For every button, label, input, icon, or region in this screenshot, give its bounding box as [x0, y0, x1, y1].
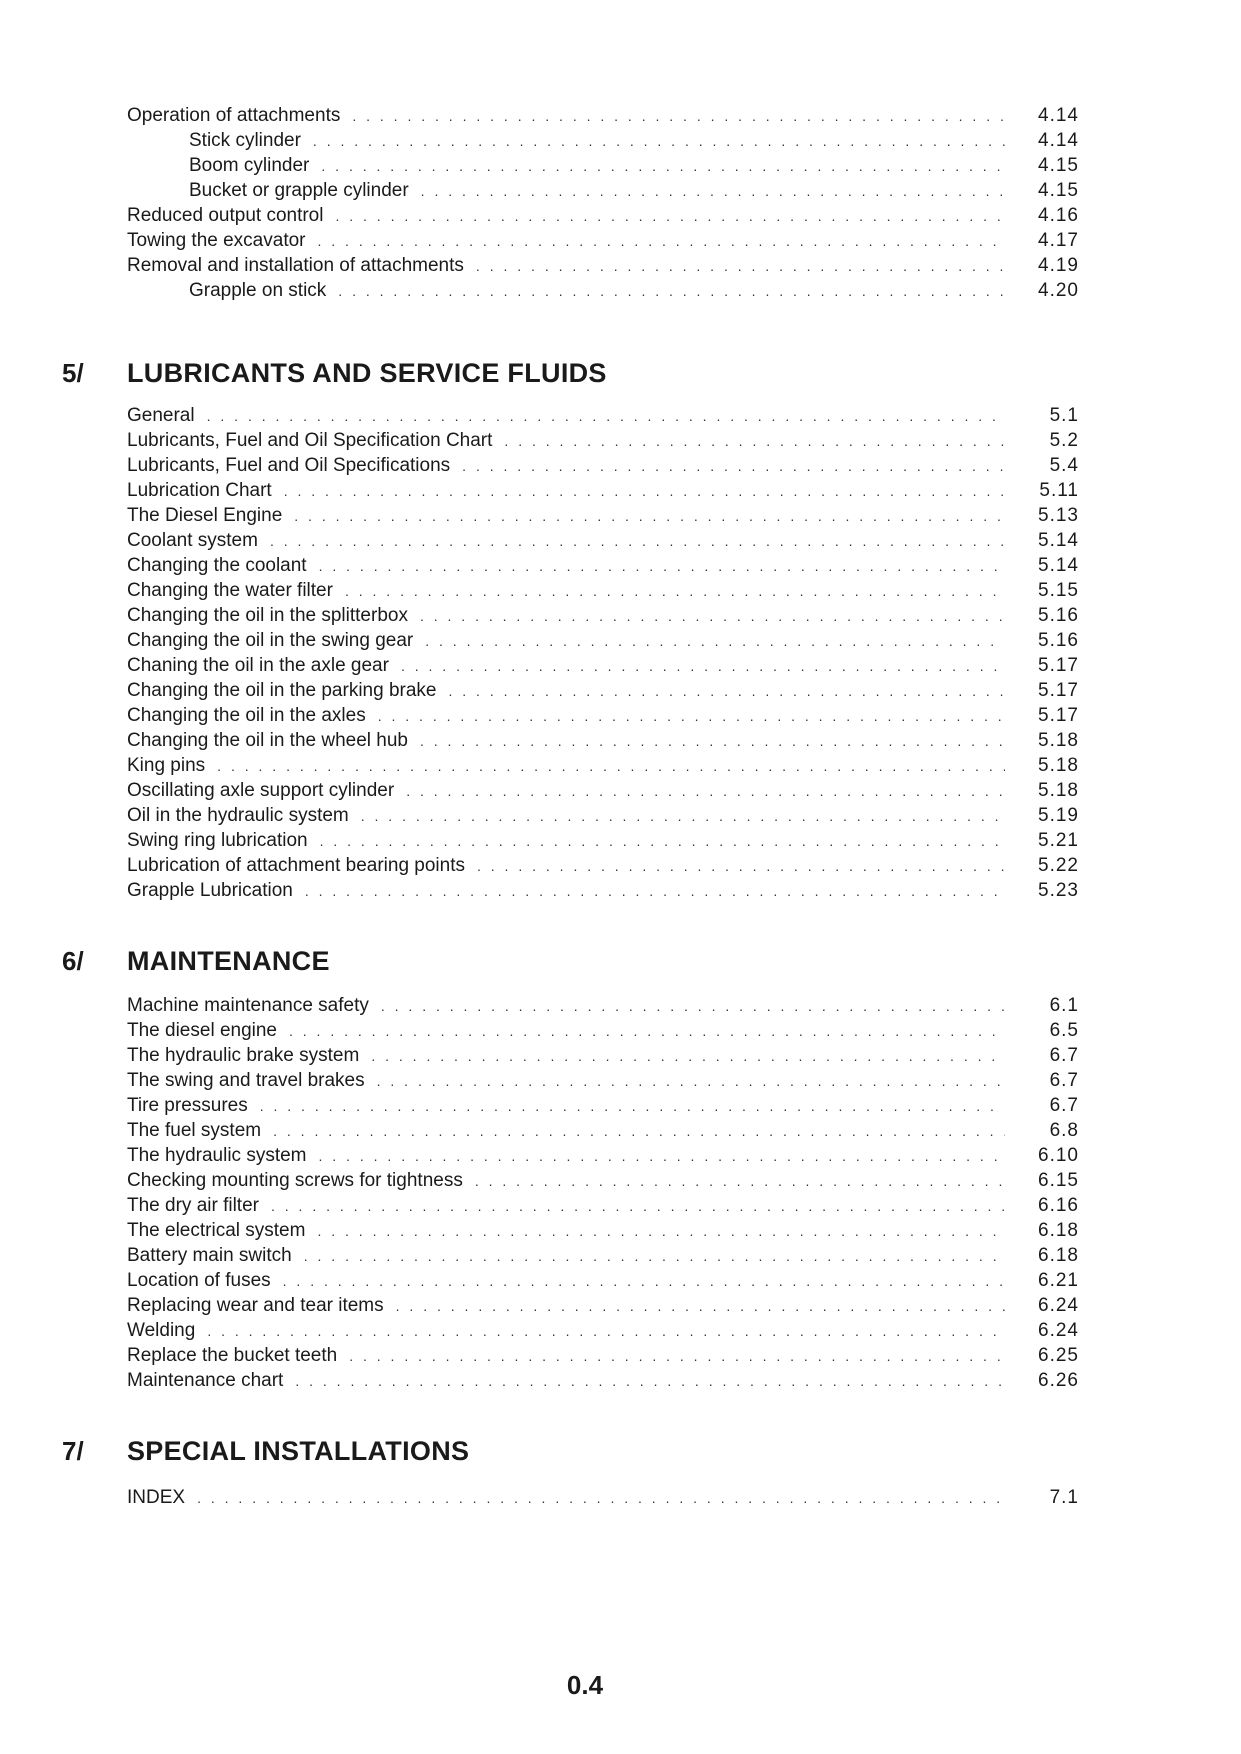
- toc-entry-page: 4.16: [1038, 205, 1079, 226]
- dot-leader: [338, 279, 1005, 304]
- toc-entry-page: 6.8: [1049, 1120, 1079, 1141]
- dot-leader: [335, 204, 1005, 229]
- toc-entry-title: INDEX: [127, 1487, 186, 1508]
- dot-leader: [361, 804, 1005, 829]
- toc-entry-title: Welding: [127, 1320, 196, 1341]
- toc-entry-page: 5.17: [1038, 680, 1079, 701]
- toc-entry-title: Oil in the hydraulic system: [127, 805, 349, 826]
- toc-entry: [127, 853, 1079, 878]
- toc-entry: [127, 753, 1079, 778]
- toc-entry-title: Checking mounting screws for tightness: [127, 1170, 463, 1191]
- section-heading-6: [62, 946, 330, 977]
- toc-entry-title: Changing the coolant: [127, 555, 307, 576]
- toc-entry-title: The electrical system: [127, 1220, 306, 1241]
- dot-leader: [320, 829, 1005, 854]
- dot-leader: [381, 994, 1005, 1019]
- toc-entry-title: Grapple Lubrication: [127, 880, 293, 901]
- toc-entry: [127, 1043, 1079, 1068]
- section-title: SPECIAL INSTALLATIONS: [127, 1436, 470, 1466]
- toc-entry: [127, 553, 1079, 578]
- toc-entry-title: Coolant system: [127, 530, 258, 551]
- toc-entry: [127, 1168, 1079, 1193]
- toc-entry-page: 6.15: [1038, 1170, 1079, 1191]
- section-heading-5: [62, 358, 607, 389]
- dot-leader: [406, 779, 1005, 804]
- toc-entry-title: Replacing wear and tear items: [127, 1295, 384, 1316]
- dot-leader: [284, 479, 1005, 504]
- dot-leader: [345, 579, 1005, 604]
- toc-entry-title: Changing the oil in the splitterbox: [127, 605, 408, 626]
- dot-leader: [319, 1144, 1005, 1169]
- toc-block-section-6: [127, 993, 1079, 1393]
- toc-entry-page: 4.14: [1038, 105, 1079, 126]
- toc-entry: [127, 1268, 1079, 1293]
- dot-leader: [217, 754, 1005, 779]
- toc-entry-title: General: [127, 405, 195, 426]
- toc-entry-title: The hydraulic brake system: [127, 1045, 360, 1066]
- section-number: 5/: [62, 358, 84, 388]
- toc-entry-title: Machine maintenance safety: [127, 995, 369, 1016]
- toc-entry-page: 6.10: [1038, 1145, 1079, 1166]
- dot-leader: [462, 454, 1005, 479]
- toc-entry-page: 5.13: [1038, 505, 1079, 526]
- toc-entry: [127, 1243, 1079, 1268]
- toc-entry-title: Reduced output control: [127, 205, 324, 226]
- toc-entry-title: Lubrication Chart: [127, 480, 272, 501]
- toc-entry: [127, 1218, 1079, 1243]
- toc-entry: [127, 478, 1079, 503]
- toc-entry-page: 5.4: [1049, 455, 1079, 476]
- toc-entry-title: Location of fuses: [127, 1270, 271, 1291]
- dot-leader: [396, 1294, 1005, 1319]
- toc-entry: [127, 503, 1079, 528]
- toc-entry: [127, 1018, 1079, 1043]
- dot-leader: [207, 1319, 1005, 1344]
- toc-entry-page: 5.14: [1038, 530, 1079, 551]
- toc-entry: [127, 1068, 1079, 1093]
- section-title: MAINTENANCE: [127, 946, 330, 976]
- toc-entry: [127, 993, 1079, 1018]
- toc-entry-title: The swing and travel brakes: [127, 1070, 365, 1091]
- toc-entry: [127, 1343, 1079, 1368]
- toc-entry-title: Stick cylinder: [189, 130, 301, 151]
- toc-entry: [127, 1118, 1079, 1143]
- page-number: 0.4: [566, 1670, 604, 1700]
- toc-entry: [127, 228, 1079, 253]
- dot-leader: [349, 1344, 1005, 1369]
- toc-entry-title: Changing the oil in the axles: [127, 705, 366, 726]
- toc-entry: [127, 803, 1079, 828]
- toc-entry: [127, 728, 1079, 753]
- dot-leader: [378, 704, 1005, 729]
- toc-entry-page: 4.15: [1038, 180, 1079, 201]
- toc-entry-page: 4.17: [1038, 230, 1079, 251]
- dot-leader: [421, 179, 1005, 204]
- toc-entry-page: 5.21: [1038, 830, 1079, 851]
- toc-entry: [127, 678, 1079, 703]
- toc-entry-page: 6.18: [1038, 1245, 1079, 1266]
- dot-leader: [319, 554, 1005, 579]
- toc-entry-page: 5.15: [1038, 580, 1079, 601]
- toc-entry-title: Changing the water filter: [127, 580, 333, 601]
- toc-entry-title: Maintenance chart: [127, 1370, 284, 1391]
- toc-entry-title: Lubrication of attachment bearing points: [127, 855, 465, 876]
- dot-leader: [270, 529, 1005, 554]
- toc-entry-page: 5.14: [1038, 555, 1079, 576]
- dot-leader: [273, 1119, 1005, 1144]
- toc-entry-page: 5.17: [1038, 705, 1079, 726]
- toc-entry: [127, 428, 1079, 453]
- toc-entry-title: The hydraulic system: [127, 1145, 307, 1166]
- dot-leader: [313, 129, 1005, 154]
- section-number: 7/: [62, 1436, 84, 1466]
- toc-entry-title: Swing ring lubrication: [127, 830, 308, 851]
- dot-leader: [321, 154, 1005, 179]
- dot-leader: [477, 854, 1005, 879]
- dot-leader: [475, 1169, 1005, 1194]
- toc-entry-page: 4.15: [1038, 155, 1079, 176]
- toc-entry-page: 5.23: [1038, 880, 1079, 901]
- section-heading-7: [62, 1436, 469, 1467]
- dot-leader: [448, 679, 1005, 704]
- toc-entry-page: 6.24: [1038, 1295, 1079, 1316]
- dot-leader: [304, 1244, 1005, 1269]
- toc-entry: [127, 278, 1079, 303]
- toc-entry-title: The fuel system: [127, 1120, 262, 1141]
- toc-entry: [127, 653, 1079, 678]
- toc-entry-page: 5.18: [1038, 730, 1079, 751]
- toc-entry-page: 5.17: [1038, 655, 1079, 676]
- toc-entry-title: Removal and installation of attachments: [127, 255, 464, 276]
- toc-entry-page: 4.20: [1038, 280, 1079, 301]
- dot-leader: [420, 729, 1005, 754]
- toc-entry-page: 5.18: [1038, 780, 1079, 801]
- dot-leader: [289, 1019, 1005, 1044]
- toc-entry-page: 5.2: [1049, 430, 1079, 451]
- toc-entry: [127, 1318, 1079, 1343]
- toc-entry-page: 5.19: [1038, 805, 1079, 826]
- section-title: LUBRICANTS AND SERVICE FLUIDS: [127, 358, 607, 388]
- toc-entry: [127, 578, 1079, 603]
- toc-entry: [127, 1143, 1079, 1168]
- toc-entry-title: Tire pressures: [127, 1095, 248, 1116]
- dot-leader: [317, 1219, 1005, 1244]
- dot-leader: [283, 1269, 1005, 1294]
- dot-leader: [318, 229, 1006, 254]
- toc-entry: [127, 128, 1079, 153]
- toc-entry-page: 5.1: [1049, 405, 1079, 426]
- toc-entry-title: Grapple on stick: [189, 280, 327, 301]
- toc-entry-title: Oscillating axle support cylinder: [127, 780, 395, 801]
- toc-entry-page: 6.25: [1038, 1345, 1079, 1366]
- toc-entry-title: Changing the oil in the parking brake: [127, 680, 437, 701]
- toc-entry-page: 6.7: [1049, 1045, 1079, 1066]
- toc-entry-title: The dry air filter: [127, 1195, 259, 1216]
- toc-entry-page: 6.1: [1049, 995, 1079, 1016]
- dot-leader: [294, 504, 1005, 529]
- dot-leader: [207, 404, 1005, 429]
- toc-entry-title: Boom cylinder: [189, 155, 310, 176]
- toc-entry-title: Bucket or grapple cylinder: [189, 180, 409, 201]
- dot-leader: [425, 629, 1005, 654]
- toc-entry-title: Battery main switch: [127, 1245, 292, 1266]
- toc-block-section-5: [127, 403, 1079, 903]
- dot-leader: [371, 1044, 1005, 1069]
- toc-entry-title: The diesel engine: [127, 1020, 277, 1041]
- toc-entry: [127, 778, 1079, 803]
- dot-leader: [401, 654, 1005, 679]
- toc-entry-page: 6.5: [1049, 1020, 1079, 1041]
- toc-entry: [127, 403, 1079, 428]
- toc-entry-page: 6.21: [1038, 1270, 1079, 1291]
- section-number: 6/: [62, 946, 84, 976]
- toc-entry: [127, 453, 1079, 478]
- toc-entry-page: 7.1: [1049, 1487, 1079, 1508]
- dot-leader: [295, 1369, 1005, 1394]
- dot-leader: [377, 1069, 1005, 1094]
- toc-entry-page: 5.22: [1038, 855, 1079, 876]
- toc-entry: [127, 1093, 1079, 1118]
- toc-entry-page: 6.7: [1049, 1095, 1079, 1116]
- toc-entry: [127, 828, 1079, 853]
- toc-entry-page: 6.7: [1049, 1070, 1079, 1091]
- toc-entry-page: 5.18: [1038, 755, 1079, 776]
- dot-leader: [420, 604, 1005, 629]
- toc-entry-title: The Diesel Engine: [127, 505, 283, 526]
- toc-entry: [127, 1293, 1079, 1318]
- toc-entry: [127, 1193, 1079, 1218]
- toc-entry: [127, 103, 1079, 128]
- toc-entry-title: Changing the oil in the wheel hub: [127, 730, 408, 751]
- toc-entry: [127, 528, 1079, 553]
- toc-entry: [127, 178, 1079, 203]
- toc-entry-title: Lubricants, Fuel and Oil Specifications: [127, 455, 451, 476]
- toc-entry-page: 6.16: [1038, 1195, 1079, 1216]
- dot-leader: [260, 1094, 1005, 1119]
- toc-entry: [127, 203, 1079, 228]
- toc-entry-title: Operation of attachments: [127, 105, 341, 126]
- dot-leader: [352, 104, 1005, 129]
- dot-leader: [305, 879, 1005, 904]
- toc-entry-page: 5.16: [1038, 630, 1079, 651]
- toc-entry: [127, 153, 1079, 178]
- dot-leader: [197, 1486, 1005, 1511]
- toc-entry-title: Replace the bucket teeth: [127, 1345, 338, 1366]
- toc-entry: [127, 253, 1079, 278]
- toc-entry-title: King pins: [127, 755, 206, 776]
- toc-entry: [127, 1368, 1079, 1393]
- toc-entry: [127, 603, 1079, 628]
- toc-block-section-7: [127, 1485, 1079, 1510]
- toc-entry-title: Towing the excavator: [127, 230, 306, 251]
- toc-entry-title: Chaning the oil in the axle gear: [127, 655, 389, 676]
- dot-leader: [271, 1194, 1005, 1219]
- toc-entry: [127, 703, 1079, 728]
- toc-entry-title: Lubricants, Fuel and Oil Specification Chart: [127, 430, 493, 451]
- toc-entry-page: 4.14: [1038, 130, 1079, 151]
- toc-entry-page: 6.26: [1038, 1370, 1079, 1391]
- toc-entry-page: 5.16: [1038, 605, 1079, 626]
- toc-entry-page: 5.11: [1039, 480, 1079, 501]
- dot-leader: [504, 429, 1005, 454]
- dot-leader: [476, 254, 1005, 279]
- toc-entry-page: 6.24: [1038, 1320, 1079, 1341]
- toc-block-section-4-continued: [127, 103, 1079, 303]
- toc-entry-page: 4.19: [1038, 255, 1079, 276]
- toc-entry-title: Changing the oil in the swing gear: [127, 630, 414, 651]
- toc-entry: [127, 878, 1079, 903]
- toc-entry: [127, 1485, 1079, 1510]
- toc-entry: [127, 628, 1079, 653]
- toc-entry-page: 6.18: [1038, 1220, 1079, 1241]
